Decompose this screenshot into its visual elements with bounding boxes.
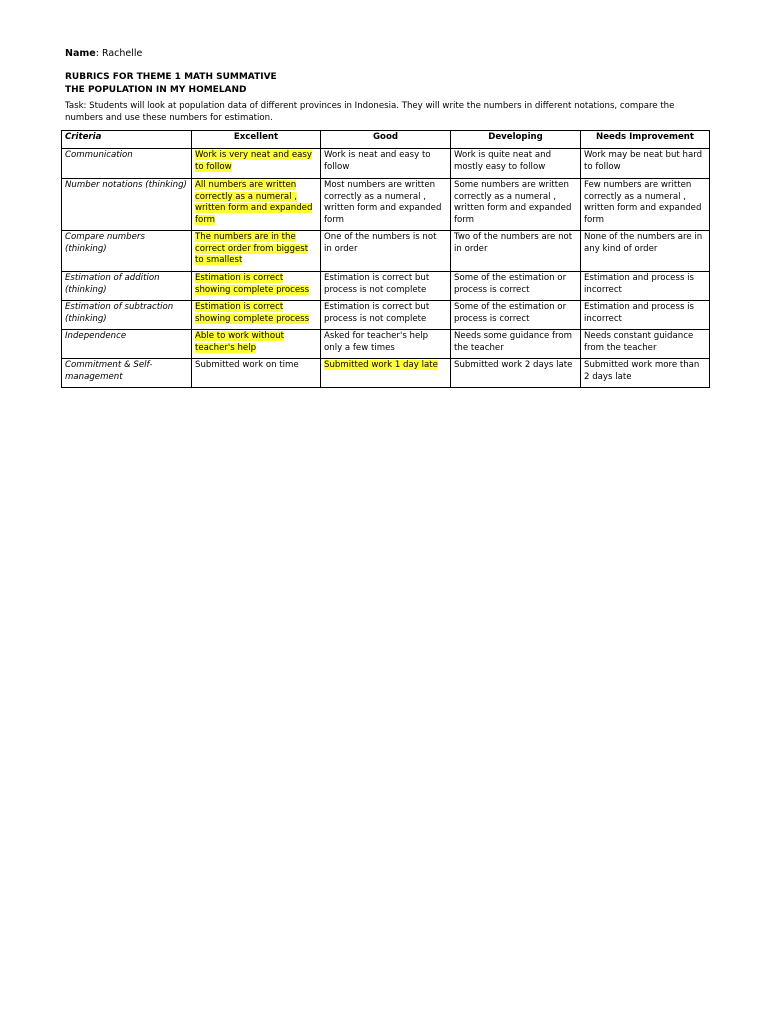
selected-level-highlight: Work is very neat and easy to follow (195, 150, 312, 172)
good-cell: Asked for teacher's help only a few times (321, 330, 451, 359)
criteria-cell: Number notations (thinking) (62, 179, 192, 231)
excellent-cell (192, 272, 321, 301)
header-criteria: Criteria (62, 131, 192, 149)
developing-cell: Submitted work 2 days late (451, 359, 581, 388)
selected-level-highlight: Able to work without teacher's help (195, 331, 284, 353)
good-cell: One of the numbers is not in order (321, 231, 451, 272)
criteria-cell: Estimation of addition (thinking) (62, 272, 192, 301)
good-cell (321, 359, 451, 388)
criteria-cell: Independence (62, 330, 192, 359)
selected-level-highlight: Submitted work 1 day late (324, 360, 438, 370)
needs-improvement-cell: Estimation and process is incorrect (581, 301, 710, 330)
needs-improvement-cell: Few numbers are written correctly as a numeral , written form and expanded form (581, 179, 710, 231)
header-developing: Developing (451, 131, 581, 149)
selected-level-highlight: Estimation is correct showing complete process (195, 273, 310, 295)
excellent-cell: Submitted work on time (192, 359, 321, 388)
rubric-title: RUBRICS FOR THEME 1 MATH SUMMATIVE (65, 72, 277, 82)
developing-cell: Some numbers are written correctly as a numeral , written form and expanded form (451, 179, 581, 231)
good-cell: Most numbers are written correctly as a numeral , written form and expanded form (321, 179, 451, 231)
header-excellent: Excellent (192, 131, 321, 149)
criteria-cell: Communication (62, 149, 192, 179)
student-name: Rachelle (101, 48, 143, 59)
selected-level-highlight: The numbers are in the correct order from biggest to smallest (195, 232, 309, 265)
good-cell: Estimation is correct but process is not complete (321, 272, 451, 301)
table-row (62, 149, 710, 179)
developing-cell: Needs some guidance from the teacher (451, 330, 581, 359)
rubric-subtitle: THE POPULATION IN MY HOMELAND (65, 85, 247, 95)
developing-cell: Some of the estimation or process is correct (451, 272, 581, 301)
needs-improvement-cell: Needs constant guidance from the teacher (581, 330, 710, 359)
header-needs-improvement: Needs Improvement (581, 131, 710, 149)
student-name-line: Name: Rachelle (65, 48, 143, 59)
excellent-cell (192, 149, 321, 179)
needs-improvement-cell: None of the numbers are in any kind of order (581, 231, 710, 272)
table-row (62, 179, 710, 231)
name-label: Name (65, 48, 96, 59)
needs-improvement-cell: Submitted work more than 2 days late (581, 359, 710, 388)
good-cell: Estimation is correct but process is not complete (321, 301, 451, 330)
selected-level-highlight: Estimation is correct showing complete process (195, 302, 310, 324)
table-row (62, 272, 710, 301)
excellent-cell (192, 301, 321, 330)
table-row (62, 359, 710, 388)
table-row (62, 330, 710, 359)
excellent-cell (192, 330, 321, 359)
header-good: Good (321, 131, 451, 149)
excellent-cell (192, 179, 321, 231)
selected-level-highlight: All numbers are written correctly as a numeral , written form and expanded form (195, 180, 313, 225)
table-row (62, 231, 710, 272)
table-row (62, 301, 710, 330)
good-cell: Work is neat and easy to follow (321, 149, 451, 179)
criteria-cell: Estimation of subtraction (thinking) (62, 301, 192, 330)
criteria-cell: Compare numbers (thinking) (62, 231, 192, 272)
needs-improvement-cell: Estimation and process is incorrect (581, 272, 710, 301)
needs-improvement-cell: Work may be neat but hard to follow (581, 149, 710, 179)
developing-cell: Work is quite neat and mostly easy to follow (451, 149, 581, 179)
developing-cell: Two of the numbers are not in order (451, 231, 581, 272)
header-row (62, 131, 710, 149)
criteria-cell: Commitment & Self-management (62, 359, 192, 388)
excellent-cell (192, 231, 321, 272)
rubric-table (61, 130, 710, 388)
developing-cell: Some of the estimation or process is correct (451, 301, 581, 330)
task-description: Task: Students will look at population data of different provinces in Indonesia. They will write the numbers in different notations, compare the numbers and use these numbers for estimation. (65, 101, 675, 123)
